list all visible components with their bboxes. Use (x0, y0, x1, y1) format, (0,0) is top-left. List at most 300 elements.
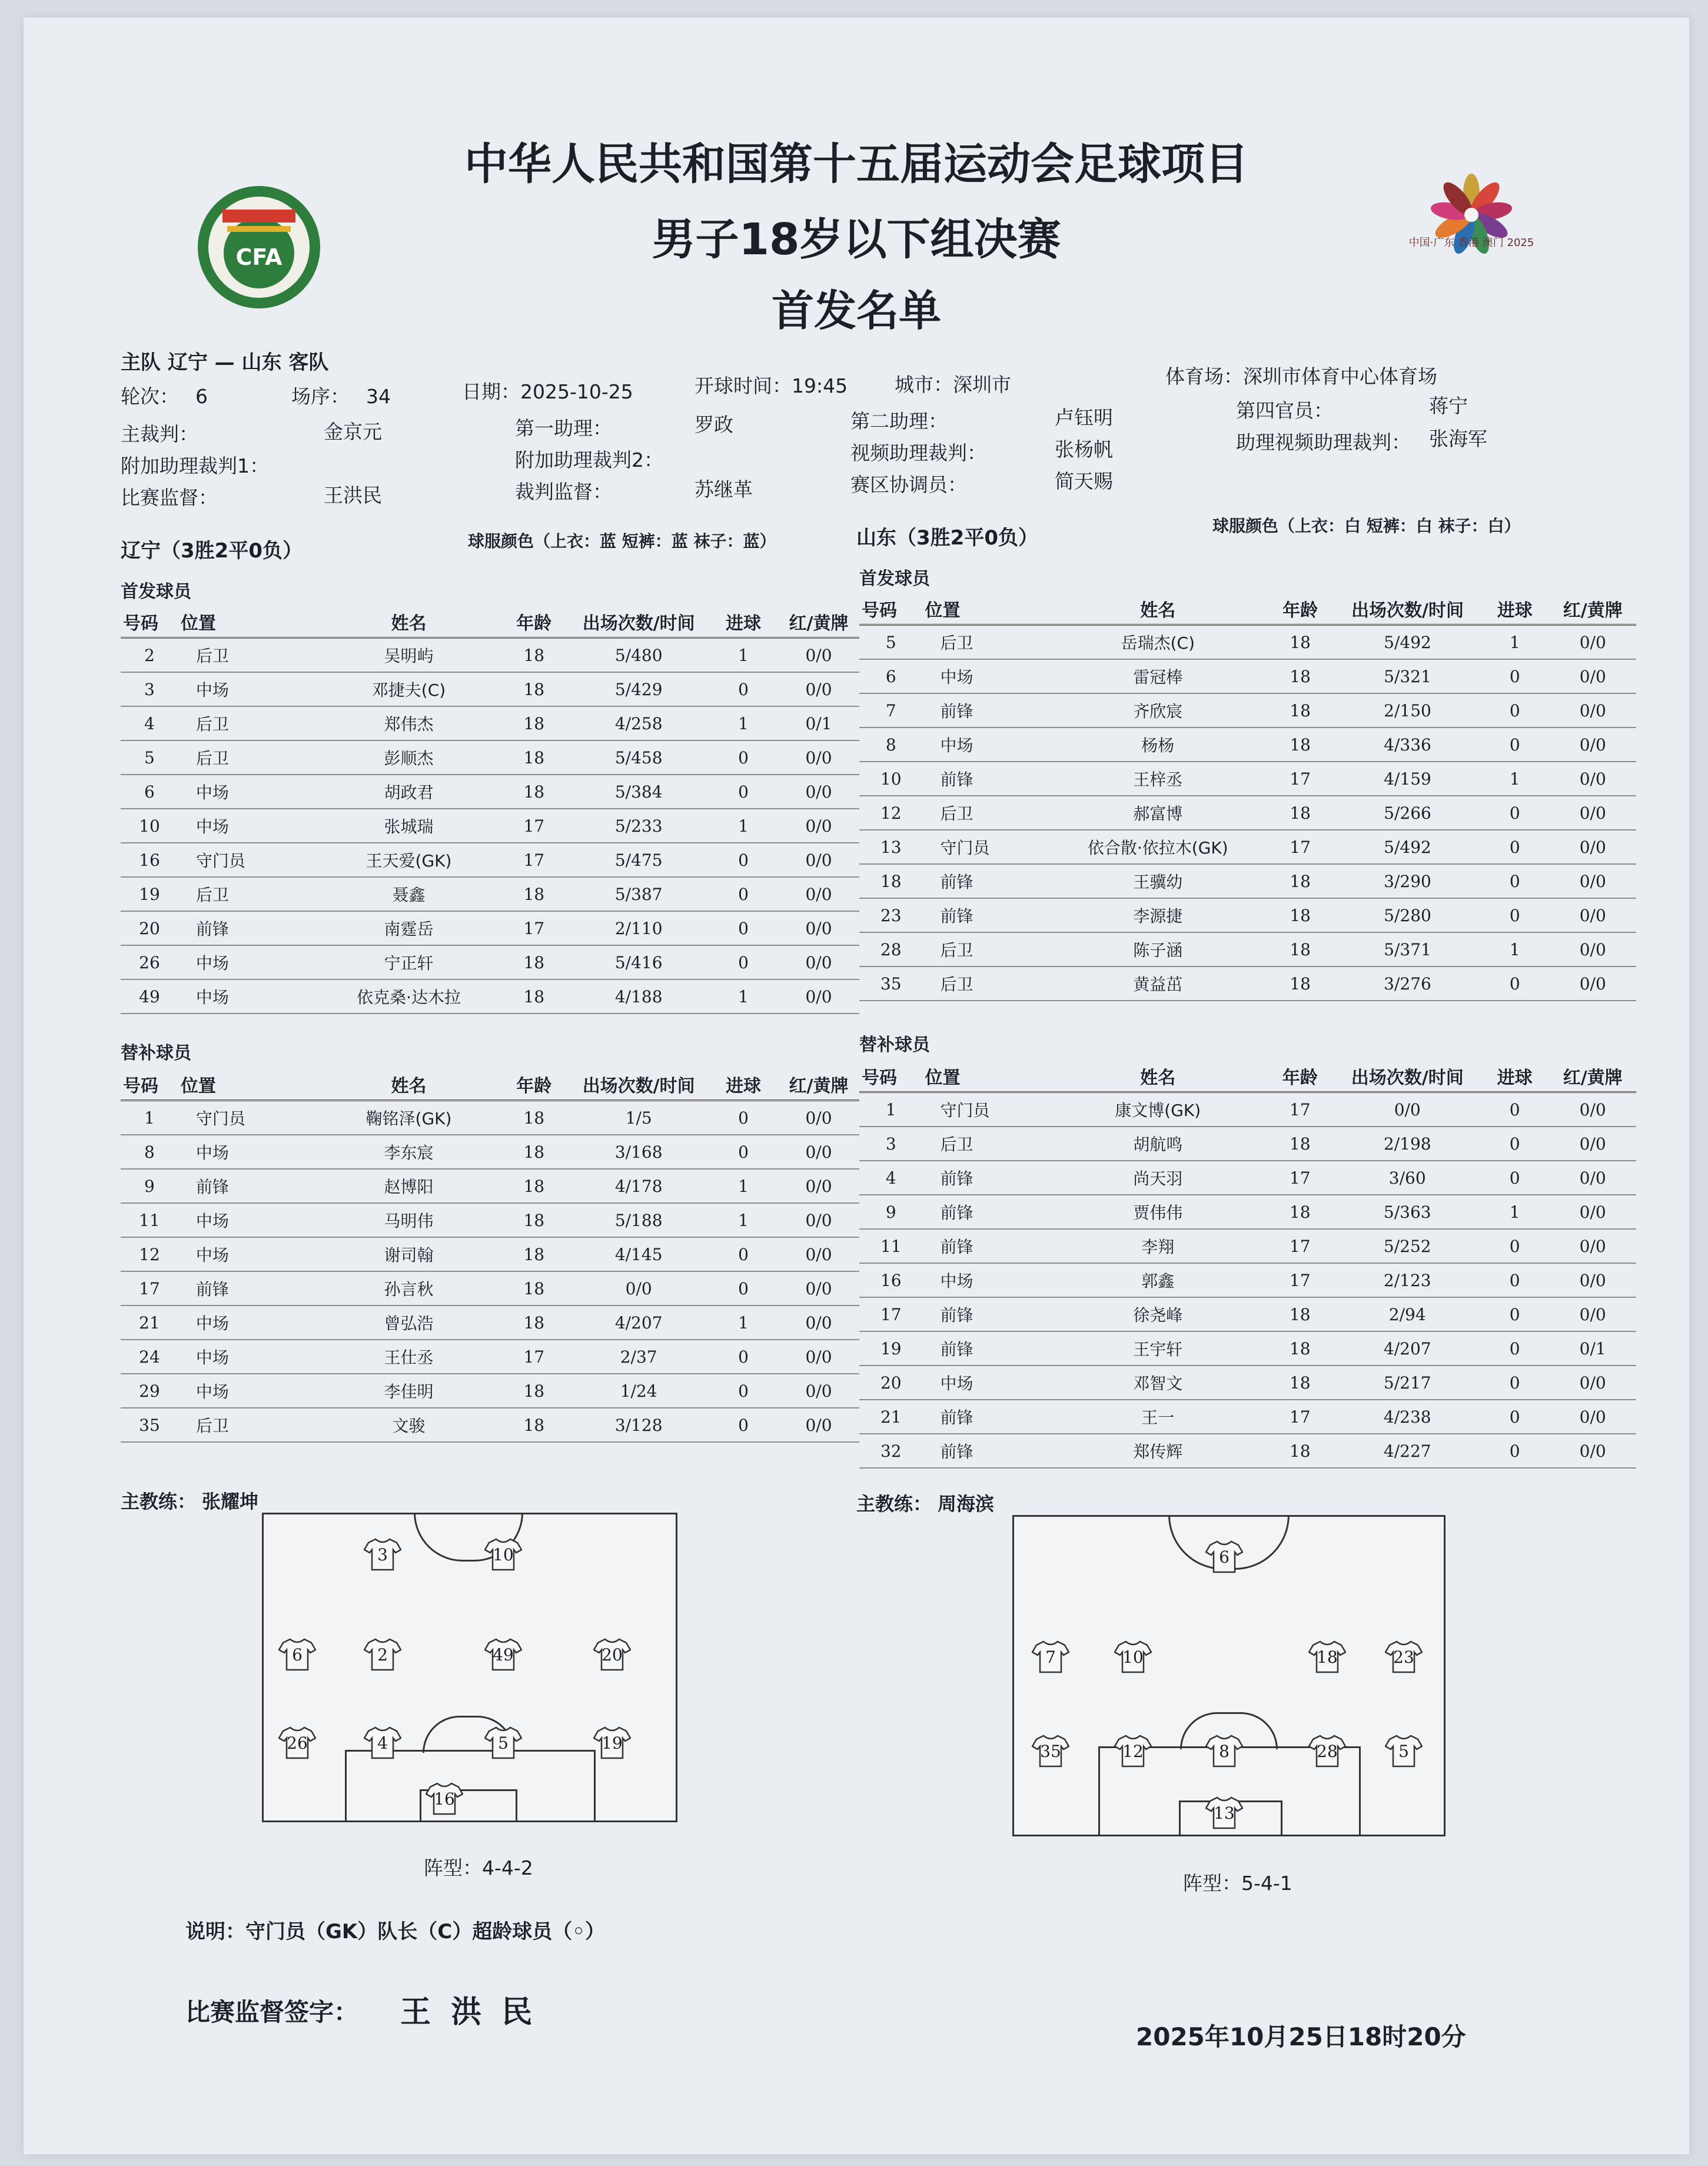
away-subs-table (859, 1061, 1636, 1469)
commissioner-signature: 王 洪 民 (400, 1994, 537, 2030)
home-formation-shirt-icon (484, 1638, 522, 1671)
cell-number: 9 (121, 1169, 178, 1203)
cell-position: 中场 (178, 1203, 318, 1237)
cell-number: 18 (859, 864, 922, 898)
city-value: 深圳市 (953, 373, 1011, 396)
cell-goals: 0 (709, 1101, 778, 1135)
cell-age: 17 (1265, 1229, 1334, 1263)
home-formation-shirt-icon (364, 1538, 401, 1571)
cell-number: 35 (859, 966, 922, 1001)
cell-number: 11 (121, 1203, 178, 1237)
shirt-number: 12 (1122, 1742, 1144, 1761)
cell-apps: 5/363 (1335, 1195, 1480, 1229)
cell-position: 前锋 (923, 1400, 1051, 1434)
cell-position: 前锋 (922, 898, 1050, 932)
table-row (859, 898, 1636, 932)
shirt-number: 6 (1219, 1547, 1230, 1567)
cell-goals: 0 (709, 1340, 778, 1374)
cell-number: 32 (859, 1434, 923, 1468)
cell-age: 17 (1265, 762, 1334, 796)
shirt-number: 49 (493, 1645, 514, 1665)
home-formation-value: 4-4-2 (482, 1856, 533, 1879)
home-coach-label: 主教练： (121, 1490, 197, 1513)
cell-apps: 5/280 (1335, 898, 1480, 932)
cell-number: 12 (859, 796, 922, 830)
away-formation-shirt-icon (1385, 1640, 1423, 1673)
cell-goals: 1 (709, 638, 778, 673)
cell-number: 20 (859, 1366, 923, 1400)
cell-goals: 1 (709, 706, 778, 740)
cell-goals: 0 (709, 877, 778, 911)
cell-goals: 0 (709, 1408, 778, 1442)
table-row (121, 1101, 859, 1135)
home-formation-pitch (262, 1513, 677, 1822)
ar2-label: 第二助理： (850, 410, 948, 433)
cell-apps: 4/145 (569, 1237, 709, 1271)
cell-name: 郝富博 (1050, 796, 1265, 830)
col-position: 位置 (923, 1061, 1051, 1092)
cell-name: 雷冠棒 (1050, 659, 1265, 693)
cell-apps: 1/5 (569, 1101, 709, 1135)
cell-number: 12 (121, 1237, 178, 1271)
cell-goals: 0 (1480, 1434, 1549, 1468)
signed-timestamp: 2025年10月25日18时20分 (1136, 2022, 1466, 2051)
cell-cards: 0/0 (1549, 727, 1636, 762)
cell-age: 18 (499, 1169, 569, 1203)
cell-goals: 0 (1480, 727, 1549, 762)
table-row (859, 659, 1636, 693)
cell-position: 前锋 (178, 1169, 318, 1203)
table-row (859, 1297, 1636, 1331)
col-number: 号码 (859, 593, 922, 625)
cell-age: 18 (499, 1408, 569, 1442)
table-row (121, 706, 859, 740)
cell-position: 守门员 (922, 830, 1050, 864)
home-formation (424, 1853, 533, 1881)
cell-apps: 4/207 (1335, 1331, 1480, 1366)
cell-position: 守门员 (178, 843, 318, 877)
table-row (859, 1161, 1636, 1195)
home-formation-shirt-icon (593, 1638, 631, 1671)
cell-number: 16 (121, 843, 178, 877)
cell-age: 18 (1265, 1331, 1334, 1366)
title-group: 男子18岁以下组决赛 (652, 214, 1061, 265)
table-row (121, 775, 859, 809)
cell-name: 孙言秋 (318, 1271, 500, 1305)
cell-cards: 0/0 (778, 809, 859, 843)
cell-cards: 0/0 (778, 638, 859, 673)
table-row (121, 945, 859, 979)
cell-age: 17 (1265, 1400, 1334, 1434)
shirt-number: 2 (377, 1645, 388, 1665)
cell-position: 前锋 (922, 762, 1050, 796)
cell-name: 胡航鸣 (1050, 1127, 1265, 1161)
cell-apps: 4/188 (569, 979, 709, 1014)
cell-age: 18 (499, 1135, 569, 1169)
referee-label: 主裁判： (121, 423, 198, 446)
cell-name: 赵博阳 (318, 1169, 500, 1203)
col-name: 姓名 (1050, 1061, 1265, 1092)
away-formation-shirt-icon (1032, 1735, 1069, 1768)
shirt-number: 5 (498, 1733, 509, 1753)
shirt-number: 6 (292, 1645, 303, 1665)
home-subs-heading: 替补球员 (121, 1043, 191, 1064)
cell-name: 曾弘浩 (318, 1305, 500, 1340)
cell-apps: 5/371 (1335, 932, 1480, 966)
signature-label: 比赛监督签字： (185, 1998, 359, 2027)
home-starters-heading: 首发球员 (121, 582, 191, 602)
cell-cards: 0/0 (1549, 830, 1636, 864)
cell-cards: 0/0 (1549, 1297, 1636, 1331)
cell-goals: 1 (1480, 932, 1549, 966)
cell-position: 前锋 (923, 1434, 1051, 1468)
home-coach-name: 张耀坤 (202, 1490, 259, 1513)
avar-value: 张海军 (1429, 427, 1487, 450)
away-formation-pitch (1012, 1515, 1446, 1836)
col-age: 年龄 (499, 606, 569, 638)
cell-age: 17 (499, 809, 569, 843)
cell-cards: 0/0 (1549, 1366, 1636, 1400)
cell-goals: 0 (1480, 1161, 1549, 1195)
shirt-number: 8 (1219, 1742, 1230, 1761)
title-competition: 中华人民共和国第十五届运动会足球项目 (464, 139, 1248, 190)
venue-label: 体育场： (1165, 365, 1243, 388)
cell-age: 17 (499, 843, 569, 877)
col-age: 年龄 (1265, 1061, 1334, 1092)
cell-cards: 0/0 (1549, 1195, 1636, 1229)
table-row (859, 625, 1636, 660)
cell-apps: 5/233 (569, 809, 709, 843)
cell-apps: 2/110 (569, 911, 709, 945)
table-row (121, 740, 859, 775)
home-formation-shirt-icon (364, 1726, 401, 1759)
table-row (859, 1127, 1636, 1161)
cell-name: 邓捷夫(C) (318, 672, 500, 706)
cell-position: 中场 (178, 1374, 318, 1408)
table-row (859, 1331, 1636, 1366)
cell-name: 贾伟伟 (1050, 1195, 1265, 1229)
cell-number: 5 (859, 625, 922, 660)
cell-age: 18 (1265, 1195, 1334, 1229)
table-row (121, 911, 859, 945)
referee-assessor-value: 苏继革 (695, 478, 753, 501)
cell-position: 前锋 (923, 1297, 1051, 1331)
cell-position: 后卫 (923, 1127, 1051, 1161)
cell-number: 28 (859, 932, 922, 966)
cell-number: 4 (859, 1161, 923, 1195)
cell-cards: 0/0 (778, 1101, 859, 1135)
away-starters-heading: 首发球员 (859, 569, 930, 589)
away-formation-shirt-icon (1114, 1735, 1152, 1768)
cell-cards: 0/0 (778, 1340, 859, 1374)
cell-age: 18 (499, 1101, 569, 1135)
table-row (859, 796, 1636, 830)
cell-number: 3 (121, 672, 178, 706)
cell-cards: 0/0 (1549, 1092, 1636, 1127)
table-row (859, 1229, 1636, 1263)
cell-name: 王骥幼 (1050, 864, 1265, 898)
table-row (859, 1366, 1636, 1400)
cell-position: 前锋 (922, 864, 1050, 898)
cell-name: 聂鑫 (318, 877, 500, 911)
table-row (859, 864, 1636, 898)
var-value: 张杨帆 (1055, 438, 1113, 461)
cell-position: 中场 (178, 1237, 318, 1271)
cell-name: 王梓丞 (1050, 762, 1265, 796)
cell-position: 前锋 (923, 1195, 1051, 1229)
cell-position: 前锋 (923, 1161, 1051, 1195)
col-apps: 出场次数/时间 (1335, 1061, 1480, 1092)
city-field (895, 370, 1011, 397)
cell-cards: 0/0 (1549, 932, 1636, 966)
cell-name: 杨杨 (1050, 727, 1265, 762)
cell-age: 18 (1265, 1366, 1334, 1400)
cell-apps: 3/290 (1335, 864, 1480, 898)
cell-number: 6 (121, 775, 178, 809)
cell-goals: 0 (1480, 1297, 1549, 1331)
ar1-value: 罗政 (695, 413, 733, 436)
col-position: 位置 (178, 606, 318, 638)
cell-position: 后卫 (922, 625, 1050, 660)
cell-age: 18 (499, 1237, 569, 1271)
cell-number: 5 (121, 740, 178, 775)
shirt-number: 19 (602, 1733, 623, 1753)
match-commissioner-value: 王洪民 (324, 484, 382, 507)
cell-apps: 4/178 (569, 1169, 709, 1203)
cell-apps: 5/458 (569, 740, 709, 775)
cell-age: 18 (1265, 1297, 1334, 1331)
cell-goals: 0 (1480, 1092, 1549, 1127)
cell-name: 郑传辉 (1050, 1434, 1265, 1468)
shirt-number: 20 (602, 1645, 623, 1665)
cell-position: 中场 (922, 659, 1050, 693)
date-field (462, 377, 633, 404)
cell-name: 郭鑫 (1050, 1263, 1265, 1297)
cell-age: 18 (499, 1271, 569, 1305)
table-row (859, 1195, 1636, 1229)
cell-number: 6 (859, 659, 922, 693)
cell-goals: 1 (1480, 762, 1549, 796)
table-row (859, 830, 1636, 864)
cell-name: 马明伟 (318, 1203, 500, 1237)
cell-apps: 2/123 (1335, 1263, 1480, 1297)
cell-position: 前锋 (178, 911, 318, 945)
table-row (859, 693, 1636, 727)
cell-name: 陈子涵 (1050, 932, 1265, 966)
cfa-logo-text: CFA (235, 244, 283, 270)
away-formation-shirt-icon (1032, 1640, 1069, 1673)
cell-name: 邓智文 (1050, 1366, 1265, 1400)
cell-apps: 4/238 (1335, 1400, 1480, 1434)
cell-cards: 0/0 (778, 1203, 859, 1237)
home-formation-shirt-icon (593, 1726, 631, 1759)
cell-cards: 0/1 (778, 706, 859, 740)
cell-cards: 0/0 (778, 1408, 859, 1442)
venue-coordinator-value: 简天赐 (1055, 470, 1113, 493)
table-row (121, 672, 859, 706)
cell-apps: 5/416 (569, 945, 709, 979)
col-goals: 进球 (1480, 593, 1549, 625)
col-number: 号码 (121, 606, 178, 638)
cell-goals: 0 (709, 1374, 778, 1408)
cell-number: 20 (121, 911, 178, 945)
cell-apps: 5/252 (1335, 1229, 1480, 1263)
cell-position: 后卫 (178, 740, 318, 775)
round-label: 轮次： (121, 385, 179, 408)
cell-apps: 0/0 (569, 1271, 709, 1305)
cell-goals: 0 (709, 775, 778, 809)
cell-goals: 0 (709, 1237, 778, 1271)
round-field (121, 381, 208, 409)
cell-name: 南霆岳 (318, 911, 500, 945)
cell-goals: 0 (1480, 1331, 1549, 1366)
cell-number: 3 (859, 1127, 923, 1161)
col-age: 年龄 (1265, 593, 1334, 625)
cell-number: 7 (859, 693, 922, 727)
cell-cards: 0/0 (778, 1374, 859, 1408)
table-row (859, 932, 1636, 966)
round-value: 6 (195, 385, 208, 408)
table-row (121, 1203, 859, 1237)
referee-assessor-label: 裁判监督： (515, 480, 612, 503)
cell-cards: 0/0 (1549, 1434, 1636, 1468)
ar2-value: 卢钰明 (1055, 406, 1113, 429)
cell-number: 21 (121, 1305, 178, 1340)
aar1-label: 附加助理裁判1： (121, 454, 269, 477)
cell-cards: 0/0 (1549, 1229, 1636, 1263)
referee-value: 金京元 (324, 420, 382, 443)
away-coach (856, 1489, 994, 1516)
cell-number: 11 (859, 1229, 923, 1263)
cell-goals: 0 (709, 1135, 778, 1169)
cell-apps: 2/94 (1335, 1297, 1480, 1331)
cell-cards: 0/0 (778, 1169, 859, 1203)
cell-age: 17 (1265, 1161, 1334, 1195)
cell-number: 49 (121, 979, 178, 1014)
cell-number: 26 (121, 945, 178, 979)
cell-goals: 0 (1480, 864, 1549, 898)
cell-goals: 1 (709, 1203, 778, 1237)
cell-position: 中场 (178, 809, 318, 843)
avar-label: 助理视频助理裁判： (1236, 431, 1411, 454)
cell-age: 18 (1265, 864, 1334, 898)
table-row (121, 1237, 859, 1271)
cell-apps: 0/0 (1335, 1092, 1480, 1127)
table-row (121, 843, 859, 877)
cell-age: 18 (1265, 796, 1334, 830)
cell-age: 18 (1265, 966, 1334, 1001)
cell-name: 文骏 (318, 1408, 500, 1442)
away-coach-label: 主教练： (856, 1493, 932, 1515)
cell-cards: 0/0 (778, 877, 859, 911)
cell-goals: 0 (709, 672, 778, 706)
cell-number: 4 (121, 706, 178, 740)
venue-field (1165, 361, 1437, 389)
away-team-record: 山东（3胜2平0负） (856, 526, 1038, 550)
col-apps: 出场次数/时间 (1335, 593, 1480, 625)
cell-goals: 0 (1480, 898, 1549, 932)
away-formation-shirt-icon (1205, 1796, 1243, 1829)
cell-age: 17 (1265, 830, 1334, 864)
col-age: 年龄 (499, 1069, 569, 1101)
away-formation-shirt-icon (1385, 1735, 1423, 1768)
cell-name: 康文博(GK) (1050, 1092, 1265, 1127)
home-kit-colors: 球服颜色（上衣：蓝 短裤：蓝 袜子：蓝） (468, 531, 776, 551)
cell-number: 24 (121, 1340, 178, 1374)
cell-name: 李源捷 (1050, 898, 1265, 932)
cell-name: 齐欣宸 (1050, 693, 1265, 727)
table-row (121, 809, 859, 843)
kickoff-label: 开球时间： (695, 374, 792, 397)
cell-name: 李东宸 (318, 1135, 500, 1169)
cell-apps: 2/37 (569, 1340, 709, 1374)
col-name: 姓名 (318, 1069, 500, 1101)
ar1-label: 第一助理： (515, 417, 612, 440)
cell-number: 8 (121, 1135, 178, 1169)
shirt-number: 23 (1393, 1647, 1414, 1667)
cell-goals: 0 (1480, 1127, 1549, 1161)
col-cards: 红/黄牌 (1549, 1061, 1636, 1092)
home-formation-shirt-icon (364, 1638, 401, 1671)
away-formation-value: 5-4-1 (1241, 1872, 1292, 1895)
cell-name: 鞠铭泽(GK) (318, 1101, 500, 1135)
cell-number: 17 (121, 1271, 178, 1305)
venue-coordinator-label: 赛区协调员： (850, 473, 967, 496)
home-formation-shirt-icon (426, 1782, 463, 1815)
kickoff-field (695, 371, 848, 398)
cell-apps: 5/475 (569, 843, 709, 877)
venue-value: 深圳市体育中心体育场 (1243, 365, 1437, 388)
cell-age: 17 (1265, 1263, 1334, 1297)
cell-apps: 4/159 (1335, 762, 1480, 796)
cell-age: 18 (499, 877, 569, 911)
cell-age: 18 (499, 1305, 569, 1340)
cell-position: 中场 (923, 1366, 1051, 1400)
cell-apps: 5/384 (569, 775, 709, 809)
away-subs-heading: 替补球员 (859, 1035, 930, 1055)
cell-name: 郑伟杰 (318, 706, 500, 740)
cell-position: 后卫 (922, 932, 1050, 966)
cell-position: 后卫 (922, 966, 1050, 1001)
cell-goals: 0 (1480, 1400, 1549, 1434)
col-goals: 进球 (709, 1069, 778, 1101)
cell-name: 胡政君 (318, 775, 500, 809)
cell-apps: 3/128 (569, 1408, 709, 1442)
shirt-number: 7 (1045, 1647, 1056, 1667)
col-cards: 红/黄牌 (778, 606, 859, 638)
cell-name: 王一 (1050, 1400, 1265, 1434)
cell-number: 21 (859, 1400, 923, 1434)
away-formation-shirt-icon (1308, 1640, 1346, 1673)
aar2-label: 附加助理裁判2： (515, 449, 663, 471)
cell-goals: 1 (709, 1169, 778, 1203)
cell-position: 守门员 (178, 1101, 318, 1135)
var-label: 视频助理裁判： (850, 441, 986, 464)
cell-position: 前锋 (923, 1331, 1051, 1366)
shirt-number: 3 (377, 1545, 388, 1564)
cell-age: 18 (1265, 898, 1334, 932)
table-row (121, 1340, 859, 1374)
col-number: 号码 (859, 1061, 923, 1092)
cell-position: 中场 (922, 727, 1050, 762)
away-kit-colors: 球服颜色（上衣：白 短裤：白 袜子：白） (1212, 516, 1521, 536)
cell-position: 中场 (923, 1263, 1051, 1297)
cell-position: 后卫 (922, 796, 1050, 830)
cell-position: 中场 (178, 979, 318, 1014)
cell-number: 35 (121, 1408, 178, 1442)
cell-number: 16 (859, 1263, 923, 1297)
cell-apps: 4/207 (569, 1305, 709, 1340)
